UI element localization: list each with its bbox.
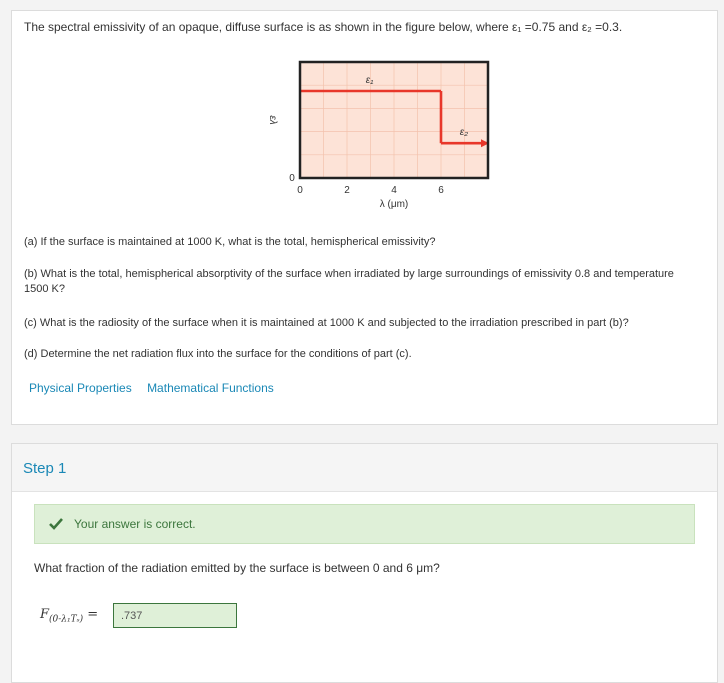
correct-message: Your answer is correct. <box>74 517 196 531</box>
answer-input[interactable]: .737 <box>113 603 237 628</box>
formula-main: F <box>40 607 50 622</box>
emissivity-chart <box>252 56 552 216</box>
question-d: (d) Determine the net radiation flux into the surface for the conditions of part (c). <box>24 348 412 360</box>
x-axis-label: λ (μm) <box>379 199 409 210</box>
question-a: (a) If the surface is maintained at 1000 K, what is the total, hemispherical emissivity? <box>24 236 436 248</box>
step-title: Step 1 <box>23 460 67 477</box>
x-tick-label: 6 <box>438 185 444 196</box>
fraction-formula <box>40 607 98 625</box>
problem-card <box>11 10 718 425</box>
checkmark-icon <box>49 518 63 530</box>
problem-intro: The spectral emissivity of an opaque, diffuse surface is as shown in the figure below, where ε₁ =0.75 and ε₂ =0.3. <box>24 20 623 34</box>
formula-sub: (0-λ₁Tₛ) <box>49 614 84 625</box>
x-tick-label: 2 <box>344 185 350 196</box>
step-question: What fraction of the radiation emitted by the surface is between 0 and 6 μm? <box>34 561 440 575</box>
question-b: (b) What is the total, hemispherical absorptivity of the surface when irradiated by large surroundings of emissivity 0.8 and temperature 1500 K? <box>24 268 674 295</box>
physical-properties-link[interactable]: Physical Properties <box>29 381 132 395</box>
correct-banner <box>34 504 695 544</box>
label-epsilon-2: ε₂ <box>459 127 469 139</box>
formula-eq: = <box>83 607 99 622</box>
y-tick-label: 0 <box>289 173 295 184</box>
step-card <box>11 443 718 683</box>
question-c: (c) What is the radiosity of the surface when it is maintained at 1000 K and subjected to the irradiation prescribed in part (b)? <box>24 317 629 329</box>
x-tick-label: 4 <box>391 185 397 196</box>
reference-links <box>29 381 286 395</box>
x-tick-label: 0 <box>297 185 303 196</box>
mathematical-functions-link[interactable]: Mathematical Functions <box>147 381 274 395</box>
y-axis-label: ελ <box>267 115 278 125</box>
step-header[interactable] <box>12 444 717 492</box>
label-epsilon-1: ε₁ <box>365 75 374 86</box>
